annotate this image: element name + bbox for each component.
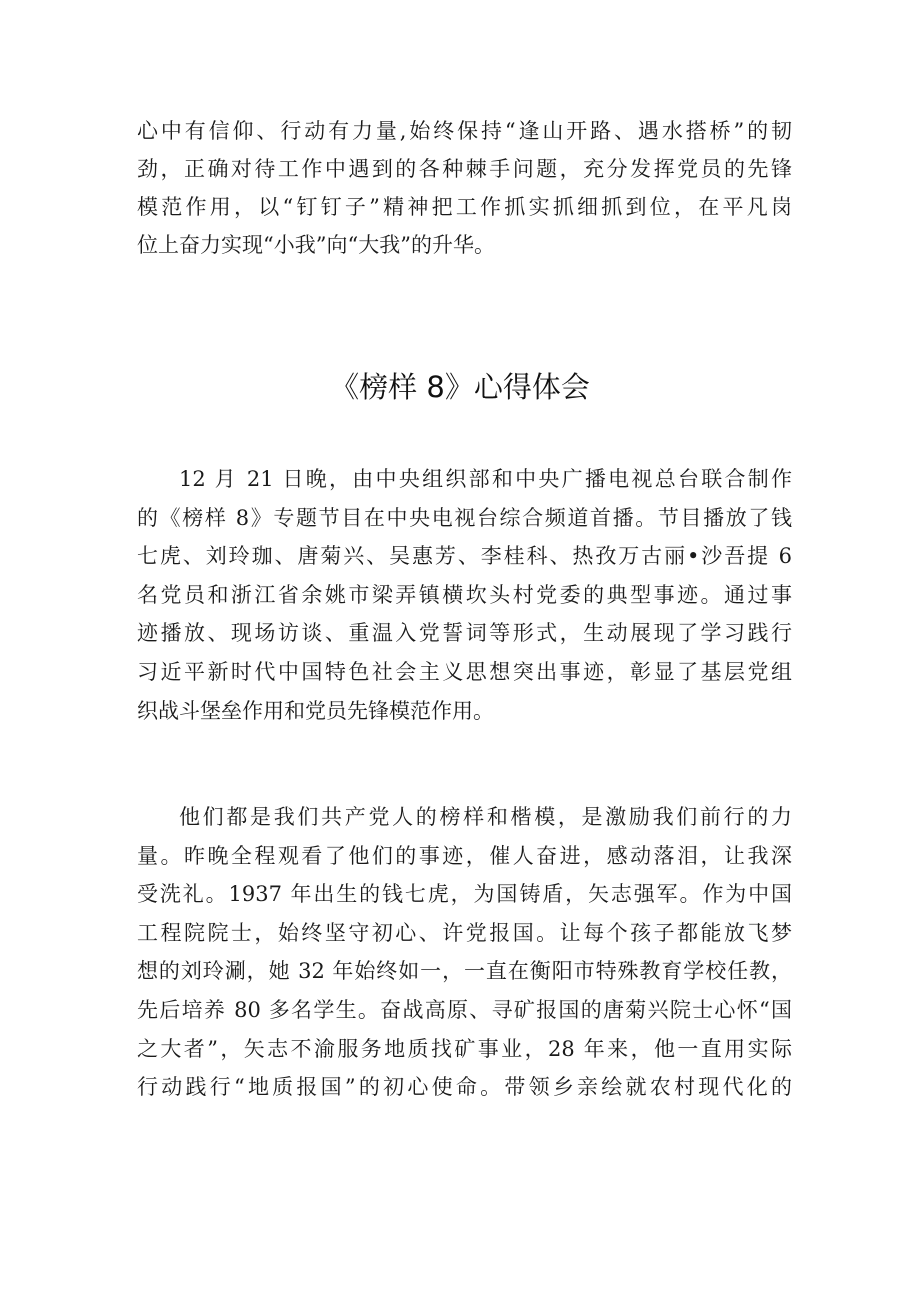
paragraph-2-line-1: 他们都是我们共产党人的榜样和楷模，是激励我们前行的力 xyxy=(179,805,792,829)
paragraph-1-line-1: 12 月 21 日晚，由中央组织部和中央广播电视总台联合制作 xyxy=(179,467,792,491)
paragraph-2-line-5: 想的刘玲涮，她 32 年始终如一，一直在衡阳市特殊教育学校任教， xyxy=(137,959,792,984)
paragraph-1-line-4: 名党员和浙江省余姚市梁弄镇横坎头村党委的典型事迹。通过事 xyxy=(137,582,792,607)
intro-line-1: 心中有信仰、行动有力量,始终保持“逢山开路、遇水搭桥”的韧 xyxy=(137,119,792,143)
paragraph-1-line-7: 织战斗堡垒作用和党员先锋模范作用。 xyxy=(137,698,494,723)
paragraph-2-line-7: 之大者”，矢志不渝服务地质找矿事业，28 年来，他一直用实际 xyxy=(137,1036,792,1061)
paragraph-2-line-3: 受洗礼。1937 年出生的钱七虎，为国铸盾，矢志强军。作为中国 xyxy=(137,882,792,907)
intro-line-3: 模范作用，以“钉钉子”精神把工作抓实抓细抓到位，在平凡岗 xyxy=(137,195,792,219)
paragraph-2 xyxy=(137,805,792,1114)
paragraph-2-line-8: 行动践行“地质报国”的初心使命。带领乡亲绘就农村现代化的 xyxy=(137,1075,792,1100)
paragraph-1-line-5: 迹播放、现场访谈、重温入党誓词等形式，生动展现了学习践行 xyxy=(137,621,792,646)
paragraph-2-line-2: 量。昨晚全程观看了他们的事迹，催人奋进，感动落泪，让我深 xyxy=(137,843,792,868)
paragraph-1 xyxy=(137,467,792,737)
paragraph-2-line-6: 先后培养 80 多名学生。奋战高原、寻矿报国的唐菊兴院士心怀“国 xyxy=(137,997,792,1022)
paragraph-1-line-2: 的《榜样 8》专题节目在中央电视台综合频道首播。节目播放了钱 xyxy=(137,505,792,530)
page-title: 《榜样 8》心得体会 xyxy=(330,370,590,404)
intro-line-2: 劲，正确对待工作中遇到的各种棘手问题，充分发挥党员的先锋 xyxy=(137,157,792,181)
paragraph-1-line-3: 七虎、刘玲珈、唐菊兴、吴惠芳、李桂科、热孜万古丽•沙吾提 6 xyxy=(137,544,792,569)
intro-line-4: 位上奋力实现“小我”向“大我”的升华。 xyxy=(137,233,495,257)
paragraph-2-line-4: 工程院院士，始终坚守初心、许党报国。让每个孩子都能放飞梦 xyxy=(137,920,792,945)
paragraph-1-line-6: 习近平新时代中国特色社会主义思想突出事迹，彰显了基层党组 xyxy=(137,659,792,684)
intro-paragraph xyxy=(137,119,792,271)
